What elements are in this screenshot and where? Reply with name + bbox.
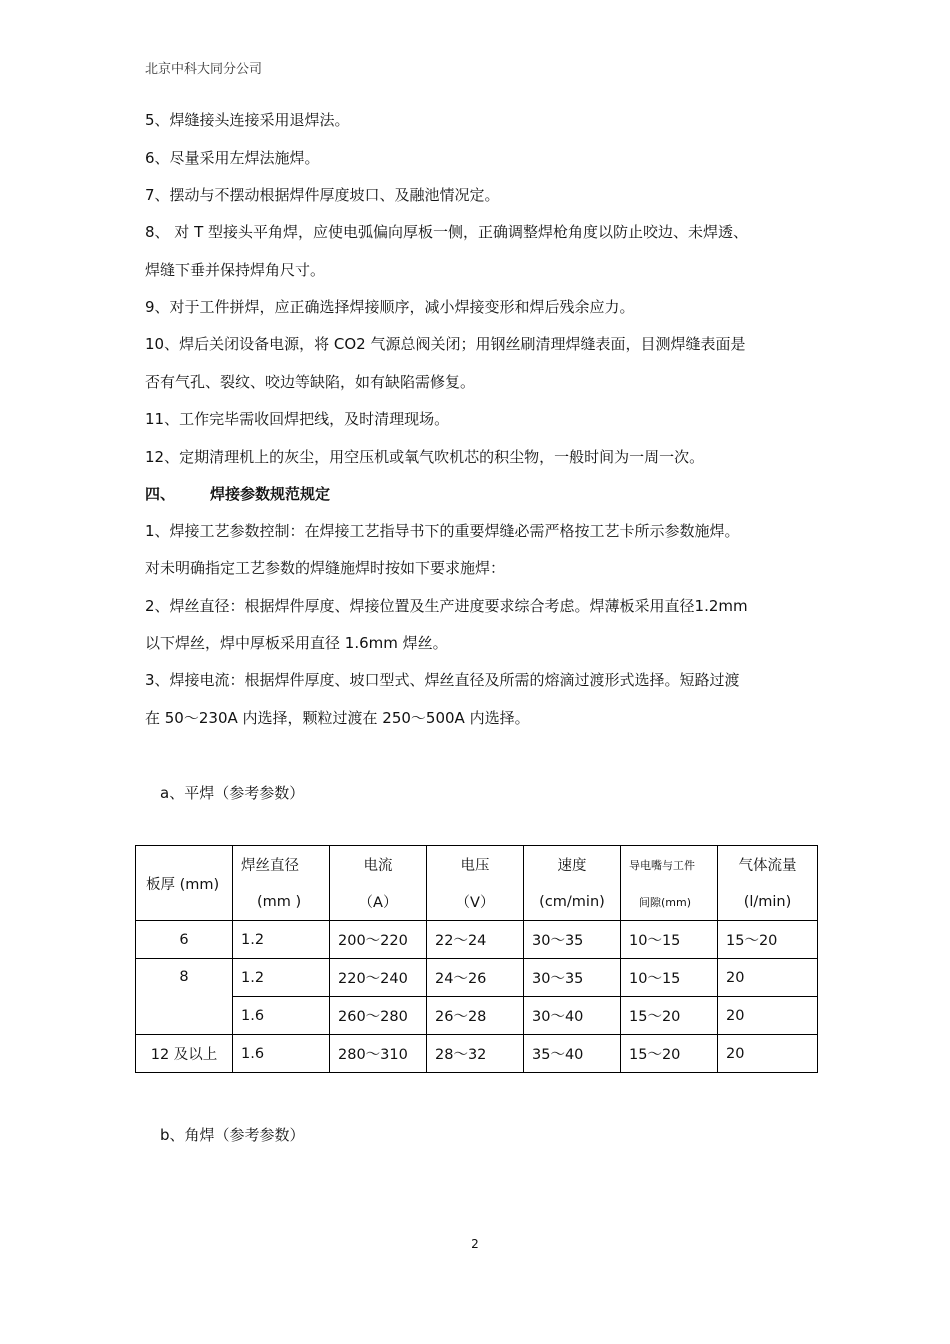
- cell-wire: 1.6: [233, 1035, 330, 1073]
- paragraph: 1、焊接工艺参数控制：在焊接工艺指导书下的重要焊缝必需严格按工艺卡所示参数施焊。: [145, 522, 740, 540]
- paragraph: 11、工作完毕需收回焊把线，及时清理现场。: [145, 410, 450, 428]
- header-current-bottom: （A）: [330, 883, 427, 921]
- subsection-title-a: a、平焊（参考参数）: [160, 784, 305, 802]
- header-voltage-top: 电压: [427, 846, 524, 884]
- cell-current: 280～310: [330, 1035, 427, 1073]
- table-header-row: [136, 846, 818, 884]
- subsection-title-b: b、角焊（参考参数）: [160, 1126, 305, 1144]
- paragraph: 对未明确指定工艺参数的焊缝施焊时按如下要求施焊：: [145, 559, 506, 577]
- cell-voltage: 24～26: [427, 959, 524, 997]
- page-number: 2: [471, 1237, 479, 1251]
- cell-current: 260～280: [330, 997, 427, 1035]
- paragraph: 6、尽量采用左焊法施焊。: [145, 149, 320, 167]
- paragraph: 5、焊缝接头连接采用退焊法。: [145, 111, 350, 129]
- paragraph: 9、对于工件拼焊，应正确选择焊接顺序，减小焊接变形和焊后残余应力。: [145, 298, 635, 316]
- cell-gap: 10～15: [621, 959, 718, 997]
- paragraph: 以下焊丝，焊中厚板采用直径 1.6mm 焊丝。: [145, 634, 448, 652]
- cell-voltage: 22～24: [427, 921, 524, 959]
- table-header-row-2: [136, 883, 818, 921]
- cell-speed: 35～40: [524, 1035, 621, 1073]
- paragraph: 在 50～230A 内选择，颗粒过渡在 250～500A 内选择。: [145, 709, 530, 727]
- cell-thickness: 12 及以上: [136, 1035, 233, 1073]
- cell-thickness: 6: [136, 921, 233, 959]
- paragraph: 7、摆动与不摆动根据焊件厚度坡口、及融池情况定。: [145, 186, 500, 204]
- paragraph: 10、焊后关闭设备电源，将 CO2 气源总阀关闭；用钢丝刷清理焊缝表面，目测焊缝表面是: [145, 335, 746, 353]
- cell-current: 200～220: [330, 921, 427, 959]
- cell-voltage: 26～28: [427, 997, 524, 1035]
- header-gas-top: 气体流量: [718, 846, 818, 884]
- header-wire-bottom: (mm ): [233, 883, 330, 921]
- cell-thickness: 8: [136, 959, 233, 1035]
- cell-speed: 30～35: [524, 959, 621, 997]
- header-gap-top: 导电嘴与工件: [621, 846, 718, 884]
- welding-params-table: [135, 845, 818, 1073]
- cell-gas: 15～20: [718, 921, 818, 959]
- table-row: [136, 1035, 818, 1073]
- header-gas-bottom: (l/min): [718, 883, 818, 921]
- cell-wire: 1.6: [233, 997, 330, 1035]
- cell-gas: 20: [718, 997, 818, 1035]
- table-row: [136, 921, 818, 959]
- section-number: 四、: [145, 485, 176, 503]
- cell-speed: 30～40: [524, 997, 621, 1035]
- cell-gap: 15～20: [621, 1035, 718, 1073]
- table-row: [136, 959, 818, 997]
- section-title: 焊接参数规范规定: [210, 485, 331, 503]
- header-wire-top: 焊丝直径: [233, 846, 330, 884]
- header-gap-bottom: 间隙(mm): [621, 883, 718, 921]
- header-current-top: 电流: [330, 846, 427, 884]
- paragraph: 8、 对 T 型接头平角焊，应使电弧偏向厚板一侧，正确调整焊枪角度以防止咬边、未焊透、: [145, 223, 749, 241]
- cell-voltage: 28～32: [427, 1035, 524, 1073]
- cell-gas: 20: [718, 1035, 818, 1073]
- cell-current: 220～240: [330, 959, 427, 997]
- paragraph: 2、焊丝直径：根据焊件厚度、焊接位置及生产进度要求综合考虑。焊薄板采用直径1.2mm: [145, 597, 748, 615]
- paragraph: 焊缝下垂并保持焊角尺寸。: [145, 261, 326, 279]
- cell-gas: 20: [718, 959, 818, 997]
- header-thickness: 板厚 (mm): [136, 846, 233, 921]
- paragraph: 3、焊接电流：根据焊件厚度、坡口型式、焊丝直径及所需的熔滴过渡形式选择。短路过渡: [145, 671, 740, 689]
- cell-wire: 1.2: [233, 921, 330, 959]
- header-speed-bottom: (cm/min): [524, 883, 621, 921]
- paragraph: 否有气孔、裂纹、咬边等缺陷，如有缺陷需修复。: [145, 373, 476, 391]
- cell-gap: 10～15: [621, 921, 718, 959]
- table-row: [136, 997, 818, 1035]
- page-header-company: 北京中科大同分公司: [145, 62, 263, 77]
- header-speed-top: 速度: [524, 846, 621, 884]
- cell-speed: 30～35: [524, 921, 621, 959]
- header-voltage-bottom: （V）: [427, 883, 524, 921]
- cell-gap: 15～20: [621, 997, 718, 1035]
- paragraph: 12、定期清理机上的灰尘，用空压机或氧气吹机芯的积尘物，一般时间为一周一次。: [145, 448, 705, 466]
- cell-wire: 1.2: [233, 959, 330, 997]
